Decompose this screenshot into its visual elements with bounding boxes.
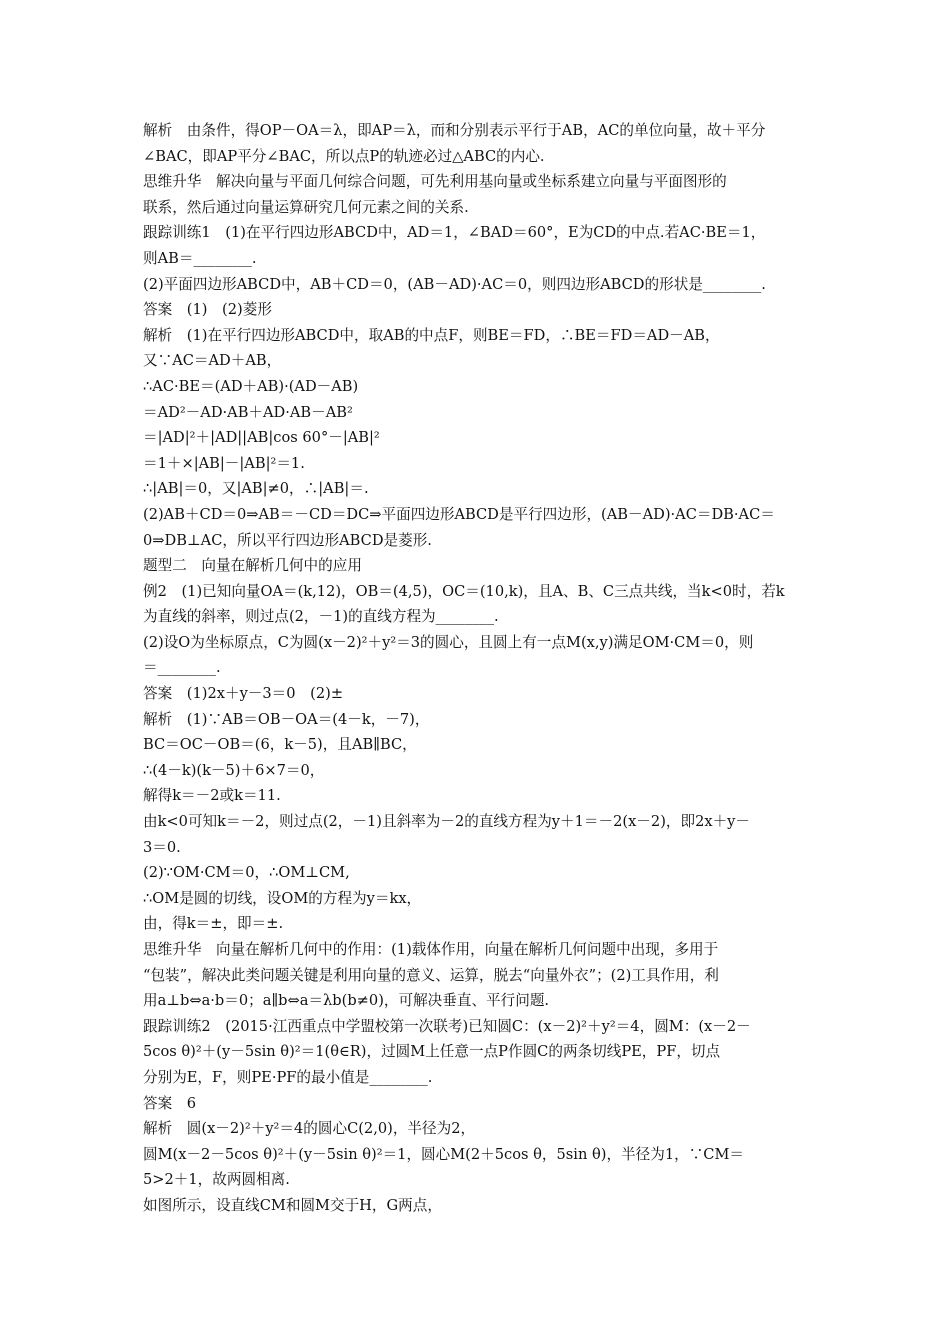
text-line: ∴(4－k)(k－5)＋6×7＝0，	[143, 761, 325, 779]
text-line: 5cos θ)²＋(y－5sin θ)²＝1(θ∈R)，过圆M上任意一点P作圆C的两条切线PE，PF，切点	[143, 1043, 721, 1061]
text-line: 圆M(x－2－5cos θ)²＋(y－5sin θ)²＝1，圆心M(2＋5cos θ，5sin θ)，半径为1，∵CM＝	[143, 1145, 745, 1163]
text-line: 3＝0.	[143, 838, 181, 856]
text-line: ∴AC·BE＝(AD＋AB)·(AD－AB)	[143, 377, 359, 395]
text-line: 由，得k＝±，即＝±.	[143, 915, 284, 933]
text-line: ＝AD²－AD·AB＋AD·AB－AB²	[143, 403, 353, 421]
text-line: 解析 (1)在平行四边形ABCD中，取AB的中点F，则BE＝FD，∴BE＝FD＝AD－AB，	[143, 326, 720, 344]
text-line: 为直线的斜率，则过点(2，－1)的直线方程为________.	[143, 608, 499, 626]
text-line: 如图所示，设直线CM和圆M交于H，G两点，	[143, 1196, 442, 1214]
text-line: 0⇒DB⊥AC，所以平行四边形ABCD是菱形.	[143, 531, 432, 549]
text-line: 联系，然后通过向量运算研究几何元素之间的关系.	[143, 198, 469, 216]
text-line: “包装”，解决此类问题关键是利用向量的意义、运算，脱去“向量外衣”；(2)工具作用，利	[143, 966, 719, 984]
text-line: 解析 圆(x－2)²＋y²＝4的圆心C(2,0)，半径为2，	[143, 1120, 476, 1138]
text-line: 跟踪训练2 (2015·江西重点中学盟校第一次联考)已知圆C：(x－2)²＋y²＝4，圆M：(x－2－	[143, 1017, 751, 1035]
text-line: 思维升华 解决向量与平面几何综合问题，可先利用基向量或坐标系建立向量与平面图形的	[143, 173, 727, 191]
text-line: 解析 (1)∵AB＝OB－OA＝(4－k，－7)，	[143, 710, 430, 728]
text-line: 思维升华 向量在解析几何中的作用：(1)载体作用，向量在解析几何问题中出现，多用于	[143, 941, 719, 958]
text-line: (2)设O为坐标原点，C为圆(x－2)²＋y²＝3的圆心，且圆上有一点M(x,y)满足OM·CM＝0，则	[143, 633, 754, 651]
text-line: 跟踪训练1 (1)在平行四边形ABCD中，AD＝1，∠BAD＝60°，E为CD的中点.若AC·BE＝1，	[143, 224, 766, 242]
text-line: ∴|AB|＝0，又|AB|≠0，∴|AB|＝.	[143, 480, 369, 498]
text-line: 分别为E，F，则PE·PF的最小值是________.	[143, 1068, 433, 1086]
text-line: 答案 6	[143, 1094, 197, 1112]
text-line: 用a⊥b⇔a·b＝0；a∥b⇔a＝λb(b≠0)，可解决垂直、平行问题.	[143, 992, 550, 1010]
text-line: 题型二 向量在解析几何中的应用	[143, 557, 362, 575]
text-line: 答案 (1)2x＋y－3＝0 (2)±	[143, 685, 344, 703]
text-line: 例2 (1)已知向量OA＝(k,12)，OB＝(4,5)，OC＝(10,k)，且A、B、C三点共线，当k<0时，若k	[143, 582, 785, 600]
text-line: ∴OM是圆的切线，设OM的方程为y＝kx，	[143, 889, 422, 907]
text-line: ＝|AD|²＋|AD||AB|cos 60°－|AB|²	[143, 429, 380, 447]
text-line: 则AB＝________.	[143, 249, 257, 267]
text-line: 解析 由条件，得OP－OA＝λ，即AP＝λ，而和分别表示平行于AB，AC的单位向量，故＋平分	[143, 122, 766, 139]
document-page	[143, 118, 815, 1219]
text-line: (2)平面四边形ABCD中，AB＋CD＝0，(AB－AD)·AC＝0，则四边形ABCD的形状是________.	[143, 275, 766, 293]
text-line: 又∵AC＝AD＋AB，	[143, 352, 282, 370]
text-line: 5>2＋1，故两圆相离.	[143, 1171, 290, 1189]
text-line: BC＝OC－OB＝(6，k－5)，且AB∥BC，	[143, 736, 417, 754]
text-line: ∠BAC，即AP平分∠BAC，所以点P的轨迹必过△ABC的内心.	[143, 147, 545, 165]
text-line: (2)∵OM·CM＝0，∴OM⊥CM,	[143, 864, 350, 882]
text-line: ＝________.	[143, 659, 221, 677]
text-line: (2)AB＋CD＝0⇒AB＝－CD＝DC⇒平面四边形ABCD是平行四边形，(AB－AD)·AC＝DB·AC＝	[143, 505, 775, 523]
text-line: 答案 (1) (2)菱形	[143, 301, 272, 319]
text-line: 由k<0可知k＝－2，则过点(2，－1)且斜率为－2的直线方程为y＋1＝－2(x－2)，即2x＋y－	[143, 813, 751, 831]
text-line: ＝1＋×|AB|－|AB|²＝1.	[143, 454, 305, 472]
text-line: 解得k＝－2或k＝11.	[143, 787, 281, 805]
